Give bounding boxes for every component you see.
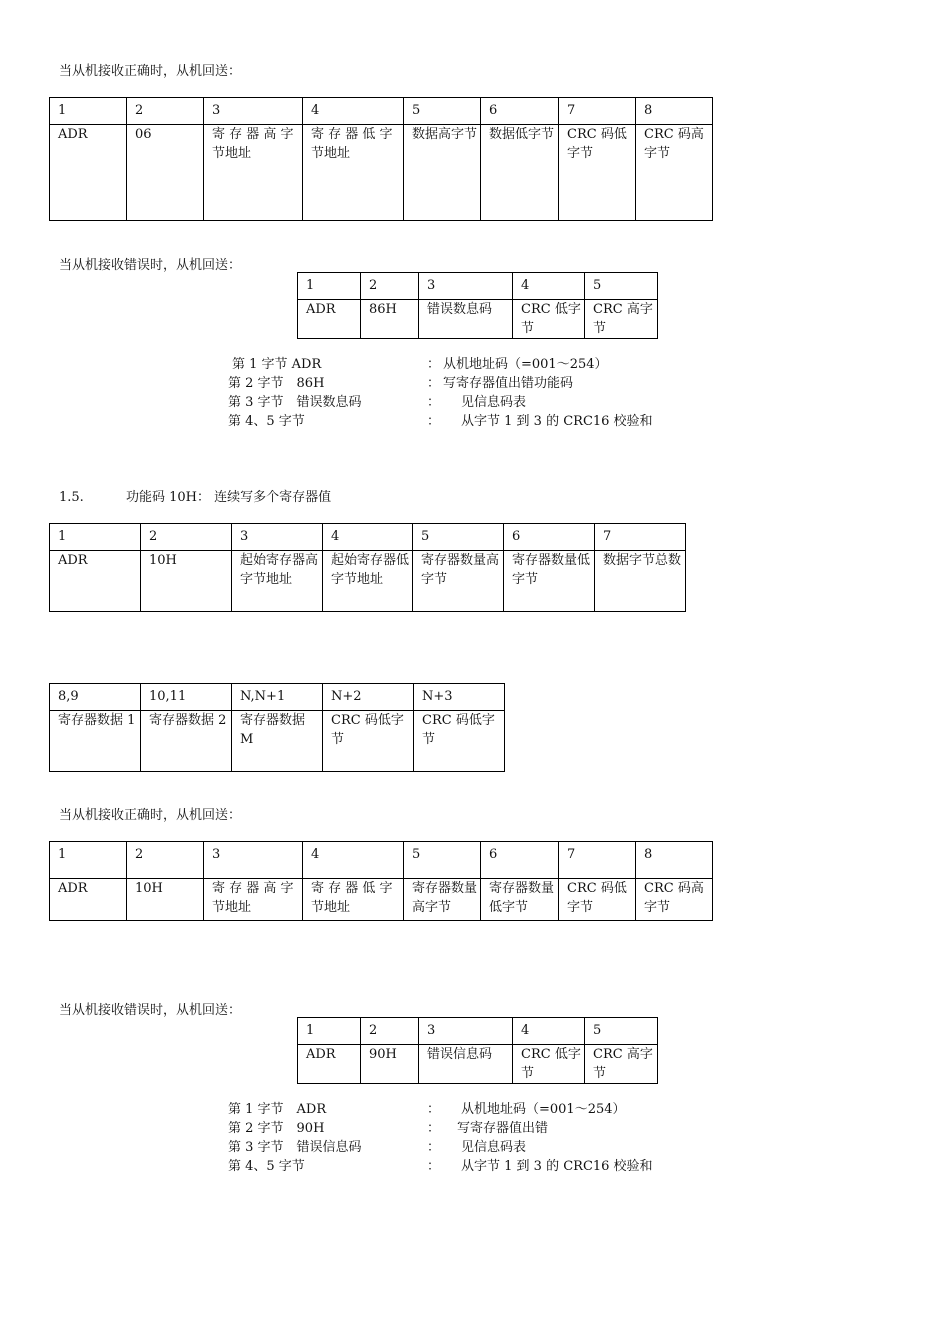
header-cell: 2	[361, 1018, 419, 1045]
table-cell: 错误数息码	[419, 300, 513, 339]
table-row	[50, 879, 713, 921]
desc-colon: ：	[427, 1102, 441, 1117]
desc-key: 第 4、5 字节	[228, 1159, 305, 1174]
desc-row	[228, 355, 728, 374]
header-cell: 8,9	[50, 684, 141, 711]
desc-colon: ：	[427, 1159, 441, 1174]
desc-row	[228, 1119, 728, 1138]
table-request-10h	[49, 523, 686, 612]
header-cell: 1	[50, 98, 127, 125]
table-cell: 寄存器数量高字节	[404, 879, 481, 921]
desc-colon: ：	[427, 1121, 441, 1136]
table-cell: CRC 低字节	[513, 1045, 585, 1084]
desc-value: 从机地址码（=001～254）	[461, 1102, 626, 1117]
header-cell: 5	[404, 842, 481, 879]
header-cell: 4	[513, 273, 585, 300]
table-row	[50, 125, 713, 221]
desc-row	[228, 393, 728, 412]
header-cell: 5	[585, 273, 658, 300]
header-cell: N,N+1	[232, 684, 323, 711]
header-cell: 1	[298, 273, 361, 300]
table-cell: CRC 码高字节	[636, 125, 713, 221]
desc-value: 写寄存器值出错功能码	[443, 376, 574, 391]
header-cell: 6	[481, 98, 559, 125]
table-cell: 06	[127, 125, 204, 221]
table-cell: 寄存器数量低字节	[504, 551, 595, 612]
table-cell: 数据字节总数	[595, 551, 686, 612]
header-cell: 5	[404, 98, 481, 125]
table-error-86h	[297, 272, 658, 339]
header-cell: N+3	[414, 684, 505, 711]
header-cell: 2	[141, 524, 232, 551]
header-cell: 7	[559, 842, 636, 879]
desc-row	[228, 1138, 728, 1157]
header-cell: 7	[595, 524, 686, 551]
table-cell: ADR	[50, 879, 127, 921]
desc-key: 第 1 字节 ADR	[228, 1102, 327, 1117]
header-cell: 10,11	[141, 684, 232, 711]
caption-correct-10h: 当从机接收正确时，从机回送：	[59, 808, 242, 823]
table-cell: 寄存器数据 2	[141, 711, 232, 772]
table-cell: CRC 码低字节	[559, 125, 636, 221]
header-cell: N+2	[323, 684, 414, 711]
desc-key: 第 4、5 字节	[228, 414, 305, 429]
table-cell: 寄 存 器 低 字 节地址	[303, 879, 404, 921]
desc-colon: ：	[427, 1140, 441, 1155]
table-cell: 寄存器数据 1	[50, 711, 141, 772]
section-number: 1.5.	[59, 490, 84, 505]
desc-colon: ：	[427, 414, 441, 429]
desc-value: 从机地址码（=001～254）	[443, 357, 608, 372]
desc-value: 从字节 1 到 3 的 CRC16 校验和	[461, 414, 653, 429]
table-header-row	[298, 273, 658, 300]
table-row	[298, 300, 658, 339]
header-cell: 8	[636, 98, 713, 125]
header-cell: 4	[303, 98, 404, 125]
header-cell: 3	[232, 524, 323, 551]
table-cell: 起始寄存器低字节地址	[323, 551, 413, 612]
table-cell: CRC 高字节	[585, 1045, 658, 1084]
desc-value: 见信息码表	[461, 1140, 527, 1155]
table-header-row	[298, 1018, 658, 1045]
desc-colon: ：	[427, 376, 441, 391]
table-cell: 寄 存 器 高 字 节地址	[204, 125, 303, 221]
table-cell: CRC 低字节	[513, 300, 585, 339]
table-cell: 寄 存 器 高 字 节地址	[204, 879, 303, 921]
table-cell: 数据低字节	[481, 125, 559, 221]
byte-description-90h	[228, 1100, 728, 1176]
header-cell: 4	[323, 524, 413, 551]
desc-key: 第 1 字节 ADR	[232, 357, 322, 372]
caption-correct-06: 当从机接收正确时，从机回送：	[59, 64, 242, 79]
table-response-06	[49, 97, 713, 221]
table-row	[50, 711, 505, 772]
table-cell: 10H	[127, 879, 204, 921]
table-cell: CRC 码低字节	[414, 711, 505, 772]
table-request-10h-data	[49, 683, 505, 772]
header-cell: 5	[585, 1018, 658, 1045]
table-cell: CRC 码低字节	[323, 711, 414, 772]
table-cell: 寄存器数量低字节	[481, 879, 559, 921]
table-cell: ADR	[298, 300, 361, 339]
header-cell: 2	[127, 842, 204, 879]
header-cell: 6	[504, 524, 595, 551]
desc-row	[228, 1157, 728, 1176]
desc-value: 见信息码表	[461, 395, 527, 410]
header-cell: 7	[559, 98, 636, 125]
desc-key: 第 3 字节 错误信息码	[228, 1140, 362, 1155]
header-cell: 3	[419, 273, 513, 300]
table-row	[50, 551, 686, 612]
table-row	[298, 1045, 658, 1084]
table-cell: CRC 高字节	[585, 300, 658, 339]
table-cell: 寄存器数量高字节	[413, 551, 504, 612]
table-header-row	[50, 842, 713, 879]
table-cell: 寄存器数据 M	[232, 711, 323, 772]
table-cell: ADR	[50, 125, 127, 221]
table-header-row	[50, 524, 686, 551]
desc-colon: ：	[427, 357, 441, 372]
table-cell: 数据高字节	[404, 125, 481, 221]
desc-colon: ：	[427, 395, 441, 410]
header-cell: 5	[413, 524, 504, 551]
desc-key: 第 3 字节 错误数息码	[228, 395, 362, 410]
header-cell: 6	[481, 842, 559, 879]
byte-description-86h	[228, 355, 728, 431]
desc-row	[228, 374, 728, 393]
table-cell: ADR	[50, 551, 141, 612]
header-cell: 4	[303, 842, 404, 879]
header-cell: 3	[419, 1018, 513, 1045]
header-cell: 1	[50, 524, 141, 551]
caption-error-90h: 当从机接收错误时，从机回送：	[59, 1003, 242, 1018]
header-cell: 1	[50, 842, 127, 879]
header-cell: 8	[636, 842, 713, 879]
table-response-10h	[49, 841, 713, 921]
header-cell: 2	[361, 273, 419, 300]
section-title: 功能码 10H： 连续写多个寄存器值	[126, 490, 332, 505]
table-cell: 起始寄存器高字节地址	[232, 551, 323, 612]
table-cell: CRC 码高字节	[636, 879, 713, 921]
desc-key: 第 2 字节 90H	[228, 1121, 325, 1136]
desc-row	[228, 412, 728, 431]
table-error-90h	[297, 1017, 658, 1084]
desc-value: 从字节 1 到 3 的 CRC16 校验和	[461, 1159, 653, 1174]
table-header-row	[50, 684, 505, 711]
caption-error-86h: 当从机接收错误时，从机回送：	[59, 258, 242, 273]
desc-key: 第 2 字节 86H	[228, 376, 325, 391]
table-cell: 86H	[361, 300, 419, 339]
table-cell: CRC 码低字节	[559, 879, 636, 921]
table-cell: 10H	[141, 551, 232, 612]
desc-row	[228, 1100, 728, 1119]
table-cell: 错误信息码	[419, 1045, 513, 1084]
header-cell: 1	[298, 1018, 361, 1045]
header-cell: 2	[127, 98, 204, 125]
header-cell: 3	[204, 98, 303, 125]
table-cell: 寄 存 器 低 字 节地址	[303, 125, 404, 221]
header-cell: 4	[513, 1018, 585, 1045]
table-cell: 90H	[361, 1045, 419, 1084]
header-cell: 3	[204, 842, 303, 879]
table-header-row	[50, 98, 713, 125]
desc-value: 写寄存器值出错	[457, 1121, 549, 1136]
table-cell: ADR	[298, 1045, 361, 1084]
